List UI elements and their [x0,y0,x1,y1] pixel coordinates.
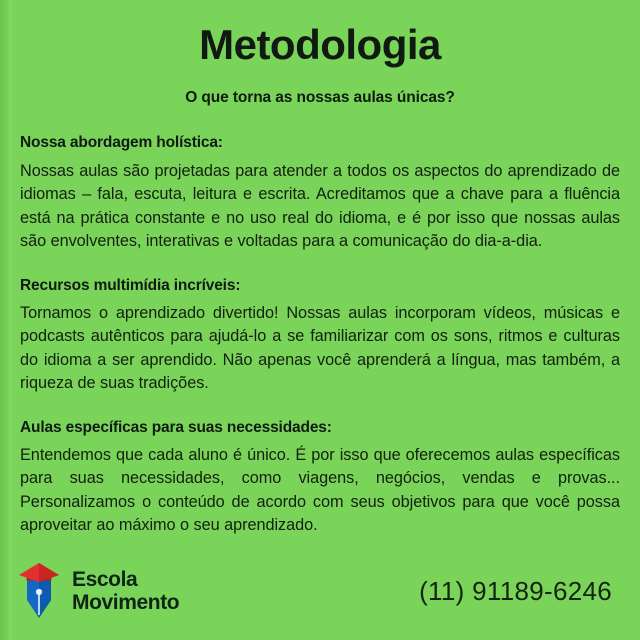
section-recursos-multimidia [20,276,620,396]
section-aulas-especificas [20,418,620,538]
graduation-cap-pen-nib-icon [18,562,60,620]
section-body: Tornamos o aprendizado divertido! Nossas aulas incorporam vídeos, músicas e podcasts autênticos para ajudá-lo a se familiarizar com os sons, ritmos e culturas do idioma a ser aprendido. Não apenas você aprenderá a língua, mas também, a riqueza de suas tradições. [20,303,620,393]
brand-name [72,568,179,614]
contact-phone-number: (11) 91189-6246 [419,576,612,606]
brand-name-line-2: Movimento [72,591,180,614]
section-heading: Aulas específicas para suas necessidades: [20,418,332,436]
poster-subtitle: O que torna as nossas aulas únicas? [185,89,455,107]
section-heading: Recursos multimídia incríveis: [20,276,241,294]
section-nossa-abordagem-holistica [20,133,620,253]
brand-lockup [18,562,179,620]
section-body: Entendemos que cada aluno é único. É por isso que oferecemos aulas específicas para suas necessidades, como viagens, negócios, vendas e provas... Personalizamos o conteúdo de acordo com seus objetivos para que você possa aproveitar ao máximo o seu aprendizado. [20,445,620,535]
section-heading: Nossa abordagem holística: [20,134,223,152]
brand-name-line-1: Escola [72,568,138,591]
section-body: Nossas aulas são projetadas para atender a todos os aspectos do aprendizado de idiomas – fala, escuta, leitura e escrita. Acreditamos que a chave para a fluência está na prática constante e no uso real do idioma, e é por isso que nossas aulas são envolventes, interativas e voltadas para a comunicação do dia-a-dia. [20,161,620,250]
poster-footer [0,544,640,640]
page-title: Metodologia [199,21,441,68]
